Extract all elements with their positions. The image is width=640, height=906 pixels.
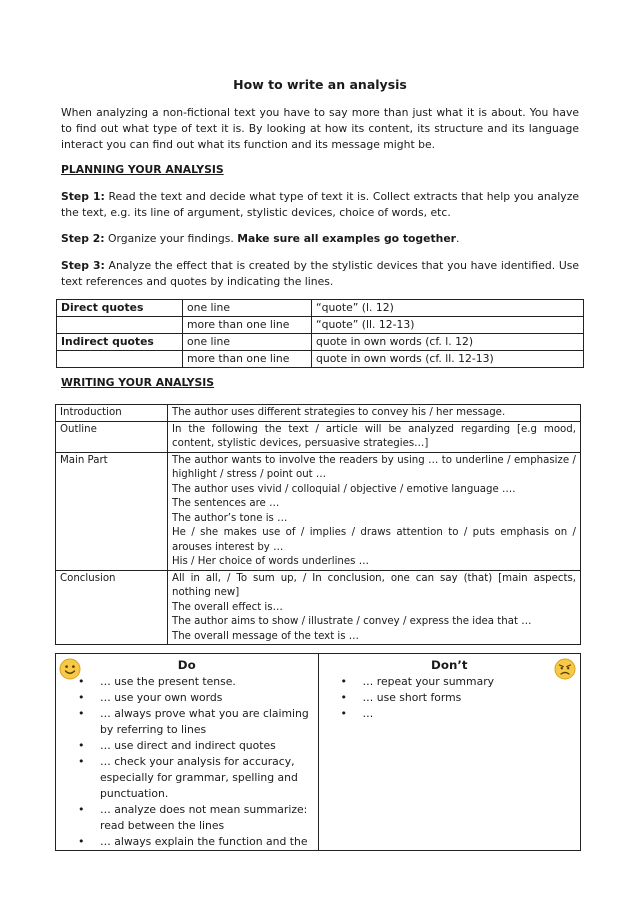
- phrase-line: All in all, / To sum up, / In conclusion, one can say (that) [main aspects, nothing new]: [172, 572, 576, 598]
- section-phrases: [168, 570, 581, 645]
- list-item-text: … check your analysis for accuracy, especially for grammar, spelling and punctuation.: [100, 755, 298, 800]
- dont-column: [318, 654, 580, 851]
- table-row: [56, 570, 581, 645]
- writing-table: [55, 404, 581, 645]
- phrase-line: The overall effect is…: [172, 601, 283, 613]
- phrase-line: The author aims to show / illustrate / convey / express the idea that …: [172, 616, 532, 627]
- planning-heading: PLANNING YOUR ANALYSIS: [61, 163, 224, 176]
- step2-emphasis: Make sure all examples go together: [237, 232, 456, 245]
- bullet: •: [78, 803, 85, 816]
- table-row: [57, 300, 584, 317]
- step2-paragraph: [61, 231, 579, 247]
- writing-heading: WRITING YOUR ANALYSIS: [61, 376, 215, 389]
- indirect-quotes-label: Indirect quotes: [57, 334, 183, 351]
- list-item: [319, 706, 580, 722]
- phrase-line: His / Her choice of words underlines …: [172, 556, 369, 567]
- step2-end: .: [455, 232, 460, 245]
- step1-paragraph: [61, 189, 579, 221]
- do-dont-table: [55, 653, 581, 851]
- bullet: •: [78, 755, 85, 768]
- section-label: Outline: [56, 421, 168, 452]
- list-item: [319, 674, 580, 690]
- dont-heading: Don’t: [431, 658, 468, 672]
- table-row: [56, 405, 581, 422]
- section-phrases: [168, 452, 581, 570]
- direct-one-example: “quote” (l. 12): [312, 300, 584, 317]
- list-item-text: … analyze does not mean summarize: read between the lines: [100, 803, 308, 832]
- list-item: [56, 738, 318, 754]
- direct-quotes-label: Direct quotes: [57, 300, 183, 317]
- section-label: Introduction: [56, 405, 168, 422]
- direct-empty-cell: [57, 317, 183, 334]
- list-item-text: … repeat your summary: [362, 675, 495, 688]
- step1-label: Step 1:: [61, 190, 105, 203]
- step2-text: Organize your findings.: [104, 232, 238, 245]
- phrase-line: The author uses vivid / colloquial / objective / emotive language ….: [172, 483, 516, 495]
- indirect-more-lines: more than one line: [183, 351, 312, 368]
- indirect-empty-cell: [57, 351, 183, 368]
- dont-list: [319, 674, 580, 722]
- list-item-text: … use short forms: [362, 691, 462, 704]
- bullet: •: [340, 691, 348, 704]
- section-label: Main Part: [56, 452, 168, 570]
- section-label: Conclusion: [56, 570, 168, 645]
- list-item: [56, 834, 318, 850]
- do-heading: Do: [177, 658, 196, 672]
- table-row: [56, 654, 581, 851]
- table-row: [56, 421, 581, 452]
- bullet: •: [78, 675, 85, 688]
- list-item: [56, 674, 318, 690]
- list-item: [56, 690, 318, 706]
- step3-text: Analyze the effect that is created by the stylistic devices that you have identified. Use text references and quotes by indicating the lines.: [61, 259, 580, 288]
- phrase-line: The overall message of the text is …: [172, 630, 359, 642]
- step2-label: Step 2:: [61, 232, 105, 245]
- list-item-text: … always explain the function and the: [100, 835, 308, 848]
- bullet: •: [78, 707, 85, 720]
- bullet: •: [78, 835, 85, 848]
- phrase-line: The author wants to involve the readers by using … to underline / emphasize / highlight / stress / point out …: [172, 454, 576, 480]
- list-item-text: …: [362, 707, 374, 720]
- phrase-line: The sentences are …: [172, 498, 280, 509]
- section-phrases: [168, 405, 581, 422]
- list-item: [319, 690, 580, 706]
- table-row: [57, 351, 584, 368]
- do-column: [56, 654, 319, 851]
- bullet: •: [78, 691, 85, 704]
- page-title: How to write an analysis: [233, 77, 407, 92]
- bullet: •: [78, 739, 85, 752]
- list-item-text: … use direct and indirect quotes: [100, 739, 276, 752]
- list-item-text: … always prove what you are claiming by referring to lines: [100, 707, 309, 736]
- list-item: [56, 754, 318, 802]
- list-item: [56, 706, 318, 738]
- indirect-more-example: quote in own words (cf. ll. 12-13): [312, 351, 584, 368]
- direct-more-lines: more than one line: [183, 317, 312, 334]
- indirect-one-example: quote in own words (cf. l. 12): [312, 334, 584, 351]
- step1-text: Read the text and decide what type of text it is. Collect extracts that help you analyze the text, e.g. its line of argument, stylistic devices, choice of words, etc.: [61, 190, 580, 219]
- direct-one-line: one line: [183, 300, 312, 317]
- list-item: [56, 802, 318, 834]
- step3-paragraph: [61, 258, 579, 290]
- list-item-text: … use the present tense.: [100, 675, 236, 688]
- bullet: •: [340, 675, 348, 688]
- direct-more-example: “quote” (ll. 12-13): [312, 317, 584, 334]
- section-phrases: [168, 421, 581, 452]
- phrase-line: The author’s tone is …: [172, 512, 288, 524]
- phrase-line: In the following the text / article will be analyzed regarding [e.g mood, content, stylistic devices, persuasive strategies…]: [172, 423, 576, 449]
- phrase-line: He / she makes use of / implies / draws attention to / puts emphasis on / arouses interest by …: [172, 527, 576, 553]
- intro-paragraph: When analyzing a non-fictional text you have to say more than just what it is about. You have to find out what type of text it is. By looking at how its content, its structure and its language interact you can find out what its function and its message might be.: [61, 106, 579, 151]
- step3-label: Step 3:: [61, 259, 105, 272]
- indirect-one-line: one line: [183, 334, 312, 351]
- table-row: [57, 334, 584, 351]
- bullet: •: [340, 707, 348, 720]
- table-row: [56, 452, 581, 570]
- list-item-text: … use your own words: [100, 691, 223, 704]
- table-row: [57, 317, 584, 334]
- quotes-table: [56, 299, 584, 368]
- do-list: [56, 674, 318, 850]
- phrase-line: The author uses different strategies to convey his / her message.: [172, 407, 506, 418]
